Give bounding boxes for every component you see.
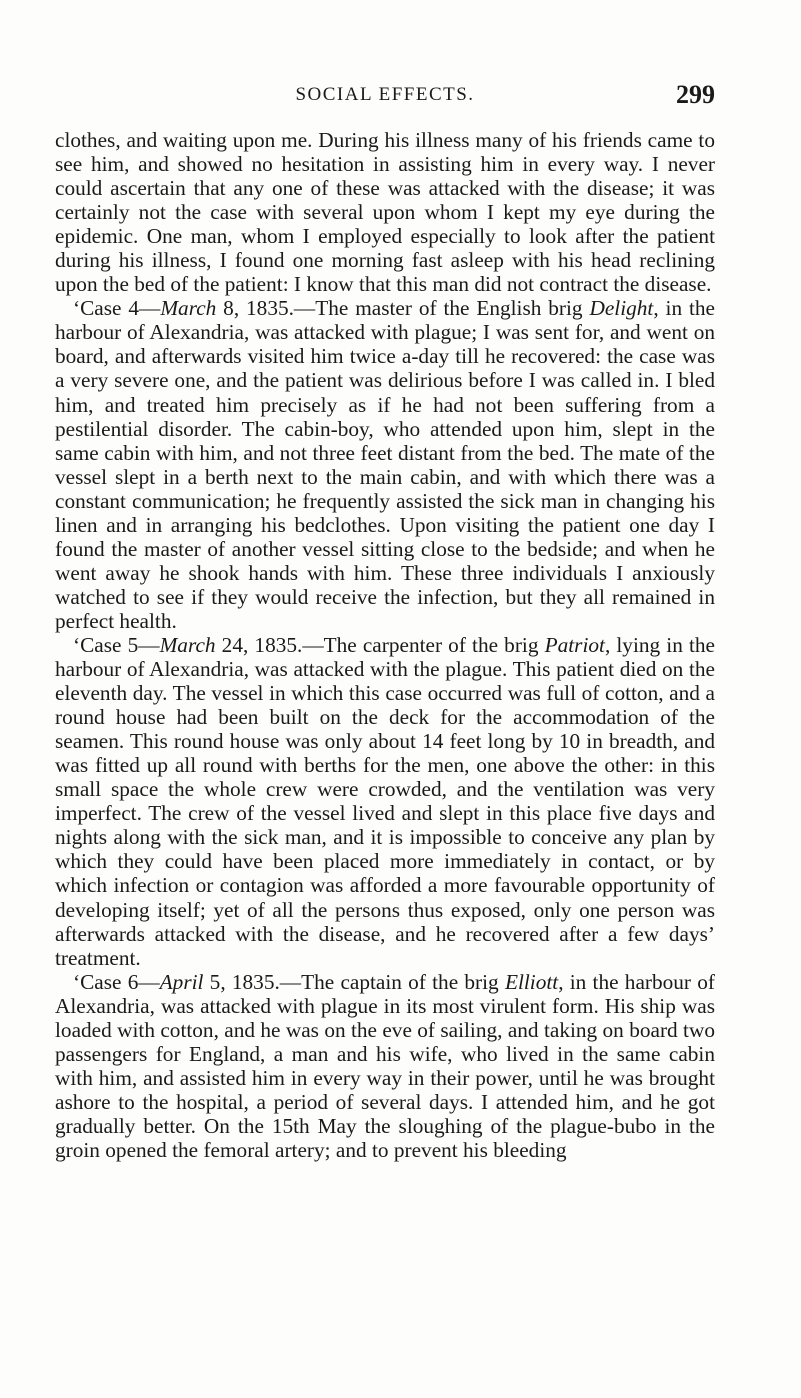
text-run: , in the harbour of Alexandria, was attacked with plague in its most virulent form. His ship was loaded with cotton, and he was on the eve of sailing, and taking on board two passengers for England, a man and his wife, who lived in the same cabin with him, and assisted him in every way in their power, until he was brought ashore to the hospital, a period of several days. I attended him, and he got gradually better. On the 15th May the sloughing of the plague-bubo in the groin opened the femoral artery; and to prevent his bleeding xyxy=(55,969,715,1162)
paragraph-case-4 xyxy=(55,296,715,633)
paragraph-case-5 xyxy=(55,633,715,970)
text-run: 8, 1835.—The master of the English brig xyxy=(216,296,590,321)
running-head xyxy=(55,80,715,114)
page-number: 299 xyxy=(676,80,715,109)
italic-text: April xyxy=(159,969,204,994)
text-run: 5, 1835.—The captain of the brig xyxy=(203,969,505,994)
italic-text: Delight xyxy=(589,296,654,321)
paragraph-case-6 xyxy=(55,970,715,1162)
paragraph-continuation xyxy=(55,128,715,296)
text-run: ‘Case 4— xyxy=(73,296,161,321)
text-run: , lying in the harbour of Alexandria, was attacked with the plague. This patient died on the eleventh day. The vessel in which this case occurred was full of cotton, and a round house had been built on the deck for the accommodation of the seamen. This round house was only about 14 feet long by 10 in breadth, and was fitted up all round with berths for the men, one above the other: in this small space the whole crew were crowded, and the ventilation was very imperfect. The crew of the vessel lived and slept in this place five days and nights along with the sick man, and it is impossible to conceive any plan by which they could have been placed more immediately in contact, or by which infection or contagion was afforded a more favourable opportunity of developing itself; yet of all the persons thus exposed, only one person was afterwards attacked with the disease, and he recovered after a few days’ treatment. xyxy=(55,632,715,970)
italic-text: March xyxy=(159,632,216,657)
text-run: clothes, and waiting upon me. During his illness many of his friends came to see him, and showed no hesitation in assisting him in every way. I never could ascertain that any one of these was attacked with the disease; it was certainly not the case with several upon whom I kept my eye during the epidemic. One man, whom I employed especially to look after the patient during his illness, I found one morning fast asleep with his head reclining upon the bed of the patient: I know that this man did not contract the disease. xyxy=(55,128,715,297)
italic-text: March xyxy=(160,296,217,321)
body-text xyxy=(55,128,715,1162)
text-run: ‘Case 6— xyxy=(73,969,160,994)
text-run: ‘Case 5— xyxy=(73,632,160,657)
text-run: 24, 1835.—The carpenter of the brig xyxy=(215,632,545,657)
running-title: SOCIAL EFFECTS. xyxy=(295,84,475,105)
italic-text: Elliott xyxy=(504,969,559,994)
text-run: , in the harbour of Alexandria, was attacked with plague; I was sent for, and went on board, and afterwards visited him twice a-day till he recovered: the case was a very severe one, and the patient was delirious before I was called in. I bled him, and treated him precisely as if he had not been suffering from a pestilential disorder. The cabin-boy, who attended upon him, slept in the same cabin with him, and not three feet distant from the bed. The mate of the vessel slept in a berth next to the main cabin, and with which there was a constant communication; he frequently assisted the sick man in changing his linen and in arranging his bedclothes. Upon visiting the patient one day I found the master of another vessel sitting close to the bedside; and when he went away he shook hands with him. These three individuals I anxiously watched to see if they would receive the infection, but they all remained in perfect health. xyxy=(55,296,715,633)
italic-text: Patriot xyxy=(544,632,605,657)
